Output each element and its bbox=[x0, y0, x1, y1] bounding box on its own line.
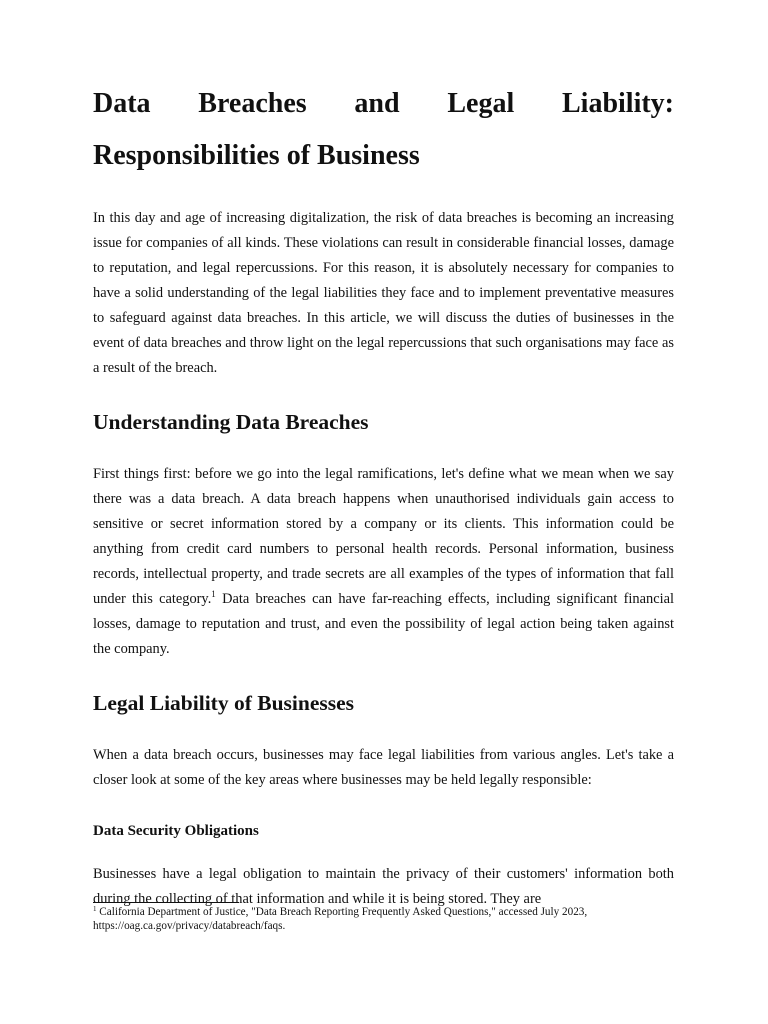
intro-paragraph: In this day and age of increasing digitalization, the risk of data breaches is becoming an increasing issue for companies of all kinds. These violations can result in considerable financial losses, damage to reputation, and legal repercussions. For this reason, it is absolutely necessary for companies to have a solid understanding of the legal liabilities they face and to implement preventative measures to safeguard against data breaches. In this article, we will discuss the duties of businesses in the event of data breaches and throw light on the legal repercussions that such organisations may face as a result of the breach. bbox=[93, 210, 674, 376]
article-title bbox=[93, 78, 674, 182]
footnote-reference: 1 bbox=[211, 589, 216, 599]
footnote-text: California Department of Justice, "Data Breach Reporting Frequently Asked Questions," accessed July 2023, https://oag.ca.gov/privacy/databreach/faqs. bbox=[93, 906, 588, 932]
title-line-2: Responsibilities of Business bbox=[93, 140, 420, 171]
section-heading-legal-liability: Legal Liability of Businesses bbox=[93, 691, 355, 715]
understanding-paragraph bbox=[93, 462, 674, 662]
understanding-text-b: Data breaches can have far-reaching effects, including significant financial losses, damage to reputation and trust, and even the possibility of legal action being taken against the company. bbox=[93, 591, 674, 657]
section-heading-understanding: Understanding Data Breaches bbox=[93, 410, 369, 434]
title-line-1: Data Breaches and Legal Liability: bbox=[93, 88, 674, 119]
legal-liability-paragraph: When a data breach occurs, businesses may face legal liabilities from various angles. Let's take a closer look at some of the key areas where businesses may be held legally responsible: bbox=[93, 747, 674, 788]
article-body bbox=[93, 78, 674, 914]
understanding-text-a: First things first: before we go into the legal ramifications, let's define what we mean when we say there was a data breach. A data breach happens when unauthorised individuals gain access to sensitive or secret information stored by a company or its clients. This information could be anything from credit card numbers to personal health records. Personal information, business records, intellectual property, and trade secrets are all examples of the types of information that fall under this category. bbox=[93, 466, 674, 607]
footnote bbox=[93, 905, 693, 933]
data-security-paragraph: Businesses have a legal obligation to maintain the privacy of their customers' information both during the collecting of that information and while it is being stored. They are bbox=[93, 866, 674, 907]
footnote-marker: 1 bbox=[93, 905, 97, 913]
subheading-data-security: Data Security Obligations bbox=[93, 823, 259, 839]
footnote-divider bbox=[93, 902, 239, 903]
